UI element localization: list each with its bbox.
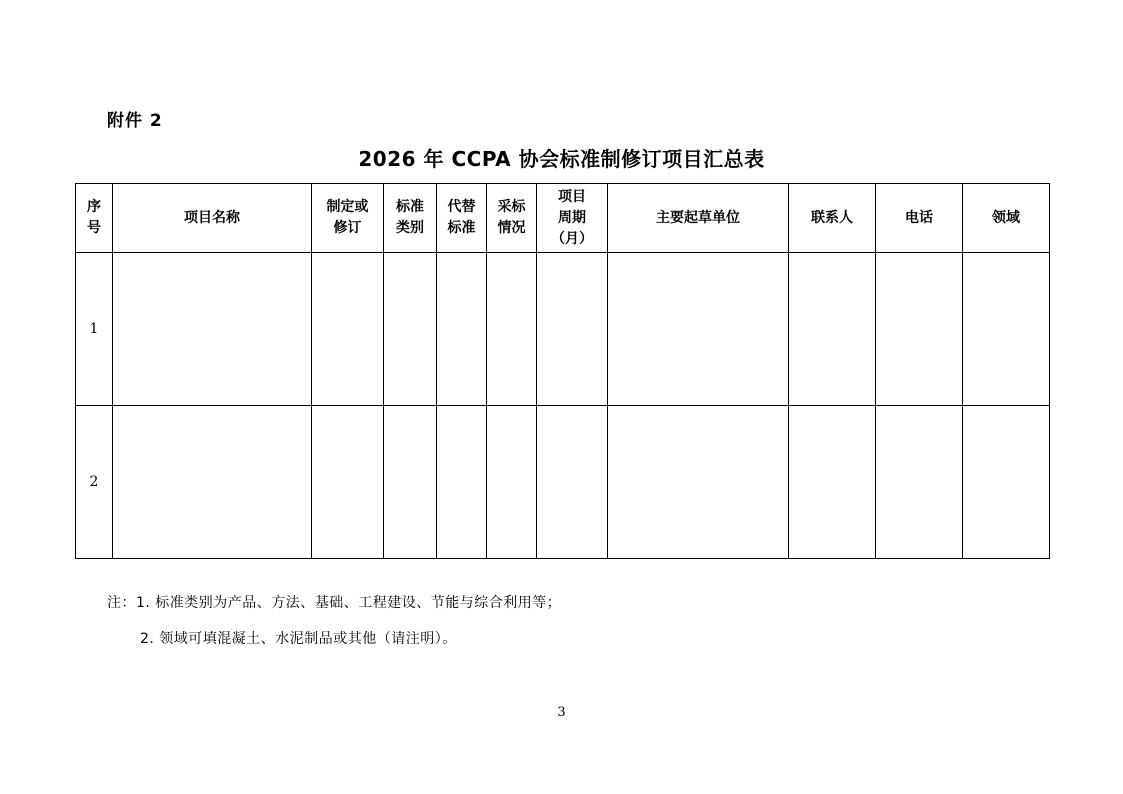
cell-contact	[789, 253, 876, 406]
note-line-2: 2. 领域可填混凝土、水泥制品或其他（请注明）。	[140, 631, 457, 647]
header-seq: 序 号	[76, 184, 113, 253]
cell-project-period	[537, 253, 608, 406]
document-title: 2026 年 CCPA 协会标准制修订项目汇总表	[358, 147, 765, 171]
header-project-name: 项目名称	[113, 184, 312, 253]
cell-contact	[789, 406, 876, 559]
cell-phone	[876, 406, 963, 559]
table-row	[76, 253, 1050, 406]
cell-drafting-unit	[608, 253, 789, 406]
cell-formulate-or-revise	[312, 406, 384, 559]
header-standard-category: 标准 类别	[384, 184, 437, 253]
cell-adoption	[487, 253, 537, 406]
header-formulate-or-revise: 制定或 修订	[312, 184, 384, 253]
cell-project-name	[113, 406, 312, 559]
cell-replaced-standard	[437, 253, 487, 406]
cell-drafting-unit	[608, 406, 789, 559]
header-adoption: 采标 情况	[487, 184, 537, 253]
note-line-1: 注：1. 标准类别为产品、方法、基础、工程建设、节能与综合利用等；	[107, 595, 562, 611]
cell-seq: 1	[76, 253, 113, 406]
cell-standard-category	[384, 253, 437, 406]
summary-table	[75, 183, 1050, 559]
header-phone: 电话	[876, 184, 963, 253]
attachment-label: 附件 2	[107, 111, 163, 131]
header-drafting-unit: 主要起草单位	[608, 184, 789, 253]
cell-replaced-standard	[437, 406, 487, 559]
page-number: 3	[557, 705, 566, 720]
header-project-period: 项目 周期 （月）	[537, 184, 608, 253]
cell-standard-category	[384, 406, 437, 559]
cell-adoption	[487, 406, 537, 559]
cell-project-name	[113, 253, 312, 406]
cell-field	[963, 253, 1050, 406]
cell-formulate-or-revise	[312, 253, 384, 406]
cell-field	[963, 406, 1050, 559]
cell-seq: 2	[76, 406, 113, 559]
header-replaced-standard: 代替 标准	[437, 184, 487, 253]
cell-phone	[876, 253, 963, 406]
header-contact: 联系人	[789, 184, 876, 253]
cell-project-period	[537, 406, 608, 559]
table-row	[76, 406, 1050, 559]
table-header-row	[76, 184, 1050, 253]
header-field: 领域	[963, 184, 1050, 253]
notes	[107, 585, 561, 657]
